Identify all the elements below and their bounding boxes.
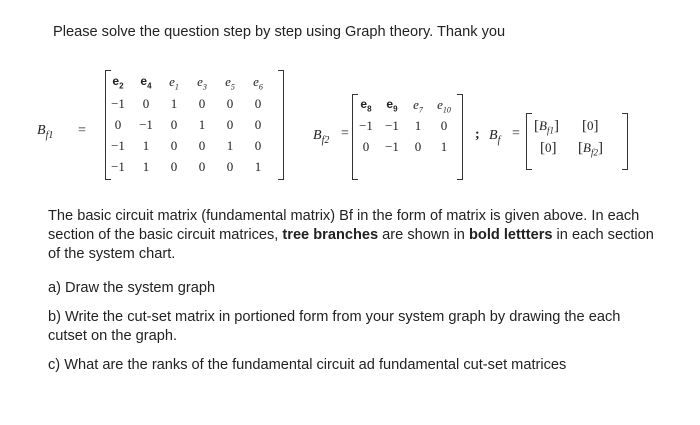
block-bf2: $[B_{f2}]$	[578, 140, 603, 158]
question-b: b) Write the cut-set matrix in portioned form from your system graph by drawing the each cutset on the graph.	[48, 309, 621, 344]
block-zero-bottom: [0]	[540, 140, 557, 156]
bf2-label: $B_{f2}$	[313, 128, 330, 146]
question-c: c) What are the ranks of the fundamental circuit ad fundamental cut-set matrices	[48, 357, 567, 373]
column-header: $e_{10}$	[437, 97, 451, 115]
column-header: $e_2$	[112, 74, 124, 91]
block-bf1: $[B_{f1}]$	[534, 118, 559, 136]
matrix-cell: 0	[254, 117, 262, 132]
block-zero-top: [0]	[582, 118, 599, 134]
bf1-label: $B_{f1}$	[37, 123, 54, 141]
column-header: $e_6$	[253, 74, 263, 92]
matrix-cell: 1	[414, 118, 422, 133]
bold-letters: bold lettters	[468, 227, 553, 243]
matrix-cell: 1	[142, 138, 150, 153]
bf-left-bracket	[526, 113, 532, 170]
equals-sign: =	[512, 126, 520, 141]
bold-tree-branches: tree branches	[282, 227, 379, 243]
matrix-cell: 0	[440, 118, 448, 133]
matrix-cell: −1	[111, 138, 125, 153]
equals-sign: =	[78, 123, 86, 138]
matrix-cell: 0	[254, 138, 262, 153]
matrix-cell: −1	[385, 139, 399, 154]
bf2-right-bracket	[457, 94, 463, 180]
column-header: $e_5$	[225, 74, 235, 92]
matrix-cell: 0	[142, 96, 150, 111]
matrix-cell: 0	[414, 139, 422, 154]
matrix-cell: −1	[139, 117, 153, 132]
matrix-cell: 0	[254, 96, 262, 111]
matrix-cell: −1	[111, 96, 125, 111]
matrix-cell: 0	[198, 138, 206, 153]
matrix-cell: 0	[170, 159, 178, 174]
matrix-cell: 0	[226, 117, 234, 132]
matrix-cell: 0	[198, 159, 206, 174]
bf1-right-bracket	[278, 70, 284, 180]
bf-right-bracket	[622, 113, 628, 170]
matrix-cell: 0	[170, 117, 178, 132]
column-header: $e_1$	[169, 74, 179, 92]
matrix-cell: 0	[198, 96, 206, 111]
matrix-cell: 0	[170, 138, 178, 153]
prompt-text: Please solve the question step by step using Graph theory. Thank you	[53, 24, 506, 40]
matrix-cell: 1	[254, 159, 262, 174]
column-header: $e_8$	[360, 97, 372, 114]
separator: ;	[475, 127, 480, 142]
description-paragraph: The basic circuit matrix (fundamental matrix) Bf in the form of matrix is given above. In each section of the basic circuit matrices, tree branches are shown in bold lettters in each section of the system chart.	[48, 208, 654, 262]
matrix-cell: −1	[111, 159, 125, 174]
question-a: a) Draw the system graph	[48, 280, 216, 296]
column-header: $e_7$	[413, 97, 423, 115]
matrix-cell: 0	[226, 159, 234, 174]
matrix-cell: 0	[362, 139, 370, 154]
bf-label: $B_f$	[489, 128, 501, 146]
matrix-cell: −1	[359, 118, 373, 133]
matrix-cell: 1	[170, 96, 178, 111]
matrix-cell: 1	[440, 139, 448, 154]
matrix-cell: −1	[385, 118, 399, 133]
matrix-cell: 1	[226, 138, 234, 153]
matrix-cell: 1	[198, 117, 206, 132]
matrix-cell: 0	[114, 117, 122, 132]
column-header: $e_4$	[140, 74, 152, 91]
matrix-cell: 1	[142, 159, 150, 174]
column-header: $e_3$	[197, 74, 207, 92]
column-header: $e_9$	[386, 97, 398, 114]
matrix-cell: 0	[226, 96, 234, 111]
equals-sign: =	[341, 126, 349, 141]
